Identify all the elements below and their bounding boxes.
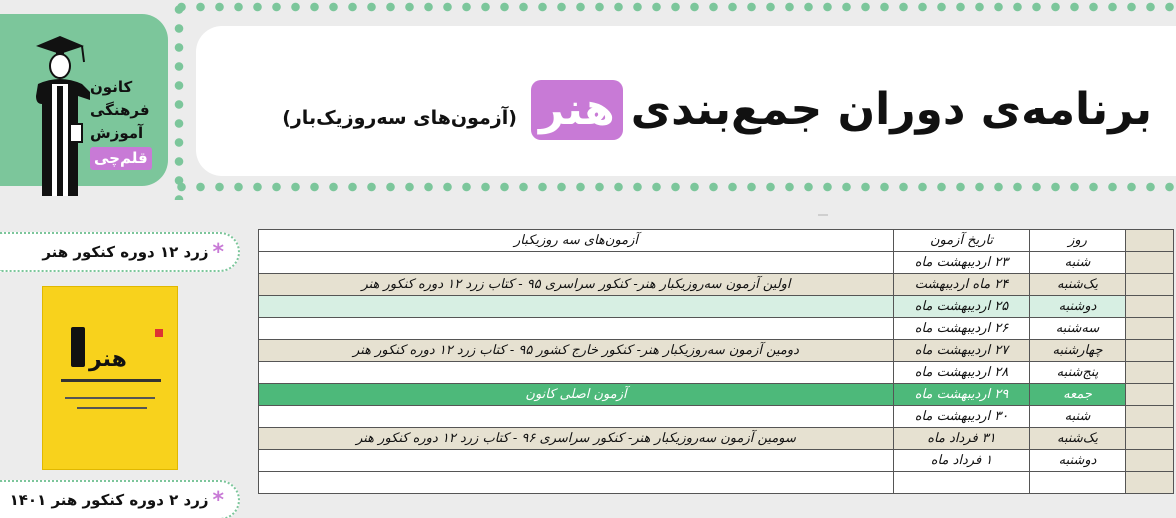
- table-row: [259, 450, 1174, 472]
- side-cell: [1126, 406, 1174, 428]
- table-row: [259, 252, 1174, 274]
- side-cell: [1126, 362, 1174, 384]
- book-stripe: [61, 379, 161, 382]
- page-title: [282, 80, 1152, 148]
- date-cell: [894, 472, 1030, 494]
- table-row: [259, 296, 1174, 318]
- separator: [818, 214, 828, 216]
- desc-cell: [259, 406, 894, 428]
- desc-cell: اولین آزمون سه‌روزیکبار هنر- کنکور سراسری ۹۵ - کتاب زرد ۱۲ دوره کنکور هنر: [259, 274, 894, 296]
- day-cell: چهارشنبه: [1030, 340, 1126, 362]
- side-cell: [1126, 274, 1174, 296]
- logo-line3: آموزش: [90, 124, 144, 142]
- dots-bottom: [172, 180, 1176, 194]
- side-cell: [1126, 450, 1174, 472]
- star-icon: *: [212, 239, 224, 265]
- desc-cell: سومین آزمون سه‌روزیکبار هنر- کنکور سراسری ۹۶ - کتاب زرد ۱۲ دوره کنکور هنر: [259, 428, 894, 450]
- sidebar-item-zard12[interactable]: [0, 232, 240, 272]
- date-cell: ۲۴ ماه اردیبهشت: [894, 274, 1030, 296]
- desc-cell: [259, 450, 894, 472]
- day-cell: شنبه: [1030, 252, 1126, 274]
- sidebar-item-label: زرد ۱۲ دوره کنکور هنر: [42, 243, 209, 261]
- date-cell: ۲۳ اردیبهشت ماه: [894, 252, 1030, 274]
- date-cell: ۱ فرداد ماه: [894, 450, 1030, 472]
- book-stripe: [65, 397, 155, 399]
- logo-line1: کانون: [90, 78, 133, 96]
- sidebar-item-label: زرد ۲ دوره کنکور هنر ۱۴۰۱: [9, 491, 209, 509]
- table-row: [259, 362, 1174, 384]
- side-cell: [1126, 230, 1174, 252]
- side-cell: [1126, 428, 1174, 450]
- header-day: روز: [1030, 230, 1126, 252]
- logo-line2: فرهنگی: [90, 101, 150, 119]
- desc-cell: دومین آزمون سه‌روزیکبار هنر- کنکور خارج کشور ۹۵ - کتاب زرد ۱۲ دوره کنکور هنر: [259, 340, 894, 362]
- table-row: [259, 340, 1174, 362]
- graduate-figure-icon: [30, 34, 90, 196]
- side-cell: [1126, 296, 1174, 318]
- schedule-table: [258, 229, 1174, 494]
- book-title: هنر: [89, 347, 127, 372]
- table-row: [259, 406, 1174, 428]
- day-cell: یک‌شنبه: [1030, 274, 1126, 296]
- book-stripe: [77, 407, 147, 409]
- sidebar-item-zard2[interactable]: [0, 480, 240, 518]
- side-cell: [1126, 318, 1174, 340]
- schedule-table-container: [258, 229, 1174, 518]
- header-date: تاریخ آزمون: [894, 230, 1030, 252]
- header-desc: آزمون‌های سه روزیکبار: [259, 230, 894, 252]
- table-row: [259, 472, 1174, 494]
- day-cell: یک‌شنبه: [1030, 428, 1126, 450]
- day-cell: [1030, 472, 1126, 494]
- side-cell: [1126, 472, 1174, 494]
- day-cell: سه‌شنبه: [1030, 318, 1126, 340]
- star-icon: *: [212, 487, 224, 513]
- side-cell: [1126, 384, 1174, 406]
- date-cell: ۳۰ اردیبهشت ماه: [894, 406, 1030, 428]
- day-cell: دوشنبه: [1030, 450, 1126, 472]
- date-cell: ۲۶ اردیبهشت ماه: [894, 318, 1030, 340]
- desc-cell: [259, 318, 894, 340]
- day-cell: جمعه: [1030, 384, 1126, 406]
- title-highlight: هنر: [531, 80, 623, 140]
- desc-cell: [259, 252, 894, 274]
- graduate-figure-icon: [71, 327, 85, 367]
- red-mark-icon: [155, 329, 163, 337]
- title-suffix: (آزمون‌های سه‌روزیک‌بار): [282, 107, 517, 129]
- logo: [0, 14, 168, 186]
- side-cell: [1126, 252, 1174, 274]
- date-cell: ۳۱ فرداد ماه: [894, 428, 1030, 450]
- logo-text: [90, 76, 150, 170]
- dots-top: [172, 0, 1176, 14]
- title-panel: [196, 26, 1176, 176]
- desc-cell: [259, 296, 894, 318]
- desc-cell: آزمون اصلی کانون: [259, 384, 894, 406]
- book-cover-image[interactable]: [42, 286, 178, 470]
- logo-line4: قلم‌چی: [90, 147, 152, 170]
- table-header-row: [259, 230, 1174, 252]
- table-row: [259, 428, 1174, 450]
- table-row: [259, 318, 1174, 340]
- side-cell: [1126, 340, 1174, 362]
- dots-left: [172, 0, 186, 200]
- desc-cell: [259, 362, 894, 384]
- day-cell: شنبه: [1030, 406, 1126, 428]
- day-cell: پنج‌شنبه: [1030, 362, 1126, 384]
- date-cell: ۲۵ اردیبهشت ماه: [894, 296, 1030, 318]
- date-cell: ۲۹ اردیبهشت ماه: [894, 384, 1030, 406]
- table-row: [259, 384, 1174, 406]
- date-cell: ۲۸ اردیبهشت ماه: [894, 362, 1030, 384]
- table-row: [259, 274, 1174, 296]
- desc-cell: [259, 472, 894, 494]
- date-cell: ۲۷ اردیبهشت ماه: [894, 340, 1030, 362]
- title-main: برنامه‌ی دوران جمع‌بندی: [630, 84, 1152, 135]
- day-cell: دوشنبه: [1030, 296, 1126, 318]
